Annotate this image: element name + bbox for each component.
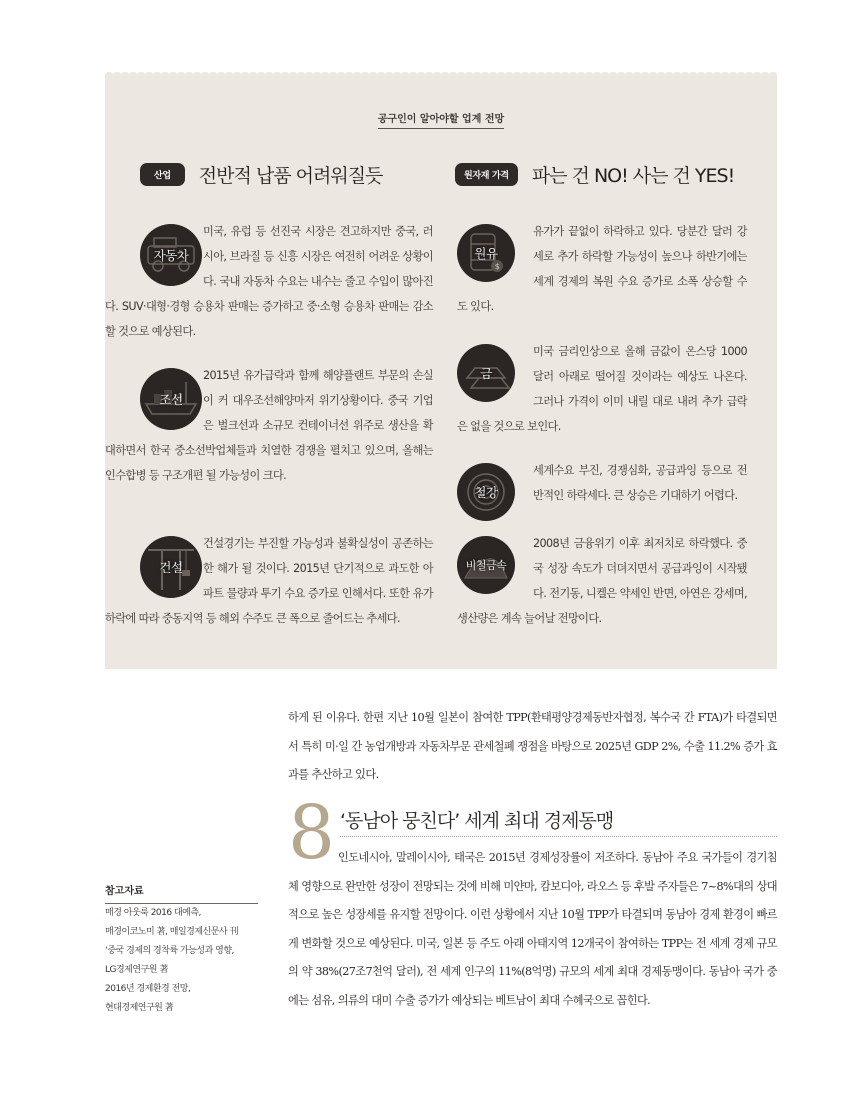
materials-item-text: 미국 금리인상으로 올해 금값이 온스당 1000달러 아래로 떨어질 것이라는 예상도 나온다. 그러나 가격이 이미 내릴 대로 내려 추가 급락은 없을 것으로 보인다. <box>457 345 747 433</box>
industry-item-text: 건설경기는 부진할 가능성과 불확실성이 공존하는 한 해가 될 것이다. 2015년 단기적으로 과도한 아파트 물량과 투기 수요 증가로 인해서다. 또한 유가 하락에 따라 중동지역 등 해외 수주도 큰 폭으로 줄어드는 추세다. <box>105 537 433 625</box>
body-paragraph-1: 하게 된 이유다. 한편 지난 10월 일본이 참여한 TPP(환태평양경제동반자협정, 복수국 간 FTA)가 타결되면서 특히 미·일 간 농업개방과 자동차부문 관세철폐 쟁점을 바탕으로 2025년 GDP 2%, 수출 11.2% 증가 효과를 추산하고 있다. <box>288 711 777 781</box>
materials-item-text: 세계수요 부진, 경쟁심화, 공급과잉 등으로 전반적인 하락세다. 큰 상승은 기대하기 어렵다. <box>533 464 747 502</box>
references-list <box>105 904 265 1018</box>
materials-item-gold <box>457 339 747 439</box>
reference-line: 2016년 경제환경 전망, <box>105 984 191 994</box>
industry-badge: 산업 <box>140 163 185 186</box>
ore-pile-icon: 비철금속 <box>457 536 515 594</box>
industry-item-text: 미국, 유럽 등 선진국 시장은 견고하지만 중국, 러시아, 브라질 등 신흥 시장은 여전히 어려운 상황이다. 국내 자동차 수요는 내수는 줄고 수입이 많아진다. SUV·대형·경형 승용차 판매는 증가하고 중·소형 승용차 판매는 감소할 것으로 예상된다. <box>105 225 433 338</box>
materials-item-nonferrous <box>457 531 747 631</box>
reference-line: 현대경제연구원 著 <box>105 1003 174 1013</box>
reference-line: 매경 아웃룩 2016 대예측, <box>105 908 201 918</box>
materials-badge: 원자재 가격 <box>455 163 518 186</box>
materials-item-oil <box>457 219 747 319</box>
gold-bar-icon: 금 <box>457 344 515 402</box>
steel-coil-icon: 철강 <box>457 463 515 521</box>
industry-title: 전반적 납품 어려워질듯 <box>198 164 383 187</box>
section-title: ‘동남아 뭉친다’ 세계 최대 경제동맹 <box>340 810 614 832</box>
body-paragraph-2: 인도네시아, 말레이시아, 태국은 2015년 경제성장률이 저조하다. 동남아 주요 국가들이 경기침체 영향으로 완만한 성장이 전망되는 것에 비해 미얀마, 캄보디아, 라오스 등 후발 주자들은 7~8%대의 상대적으로 높은 성장세를 유지할 전망이다. 이런 상황에서 지난 10월 TPP가 타결되며 동남아 경제 환경이 빠르게 변화할 것으로 예상된다. 미국, 일본 등 주도 아래 아태지역 12개국이 참여하는 TPP는 전 세계 경제 규모의 약 38%(27조7천억 달러), 전 세계 인구의 11%(8억명) 규모의 세계 최대 경제동맹이다. 동남아 국가 중에는 섬유, 의류의 대미 수출 증가가 예상되는 베트남이 최대 수혜국으로 꼽힌다. <box>288 851 777 1007</box>
industry-item-construction <box>35 531 433 631</box>
svg-text:$: $ <box>494 262 500 271</box>
industry-outlook-box <box>105 75 777 669</box>
industry-header <box>140 161 382 187</box>
oil-barrel-icon: $ 원유 <box>457 224 515 282</box>
materials-header <box>455 161 734 187</box>
section-number: 8 <box>288 790 336 876</box>
materials-item-text: 유가가 끝없이 하락하고 있다. 당분간 달러 강세로 추가 하락할 가능성이 높으나 하반기에는 세계 경제의 복원 수요 증가로 소폭 상승할 수도 있다. <box>457 225 747 313</box>
ship-icon: 조선 <box>140 368 202 430</box>
materials-item-steel <box>457 458 747 533</box>
reference-line: ‘중국 경제의 경착륙 가능성과 영향, <box>105 946 234 956</box>
references-title: 참고자료 <box>105 882 258 904</box>
materials-title: 파는 건 NO! 사는 건 YES! <box>531 164 735 187</box>
materials-item-text: 2008년 금융위기 이후 최저치로 하락했다. 중국 성장 속도가 더뎌지면서 공급과잉이 시작됐다. 전기동, 니켈은 약세인 반면, 아연은 강세며, 생산량은 계속 늘어날 전망이다. <box>457 537 747 625</box>
industry-item-text: 2015년 유가급락과 함께 해양플랜트 부문의 손실이 커 대우조선해양마저 위기상황이다. 중국 기업은 벌크선과 소규모 컨테이너선 위주로 생산을 확대하면서 한국 중소선박업체들과 치열한 경쟁을 펼치고 있으며, 올해는 인수합병 등 구조개편 될 가능성이 크다. <box>105 369 433 482</box>
industry-item-shipbuilding <box>35 363 433 488</box>
box-title: 공구인이 알아야할 업계 전망 <box>105 107 777 129</box>
section-divider <box>340 836 777 837</box>
reference-line: 매경이코노미 著, 매일경제신문사 刊 <box>105 927 238 937</box>
car-icon: 자동차 <box>140 224 202 286</box>
crane-icon: 건설 <box>140 536 202 598</box>
reference-line: LG경제연구원 著 <box>105 965 168 975</box>
industry-item-auto <box>35 219 433 344</box>
